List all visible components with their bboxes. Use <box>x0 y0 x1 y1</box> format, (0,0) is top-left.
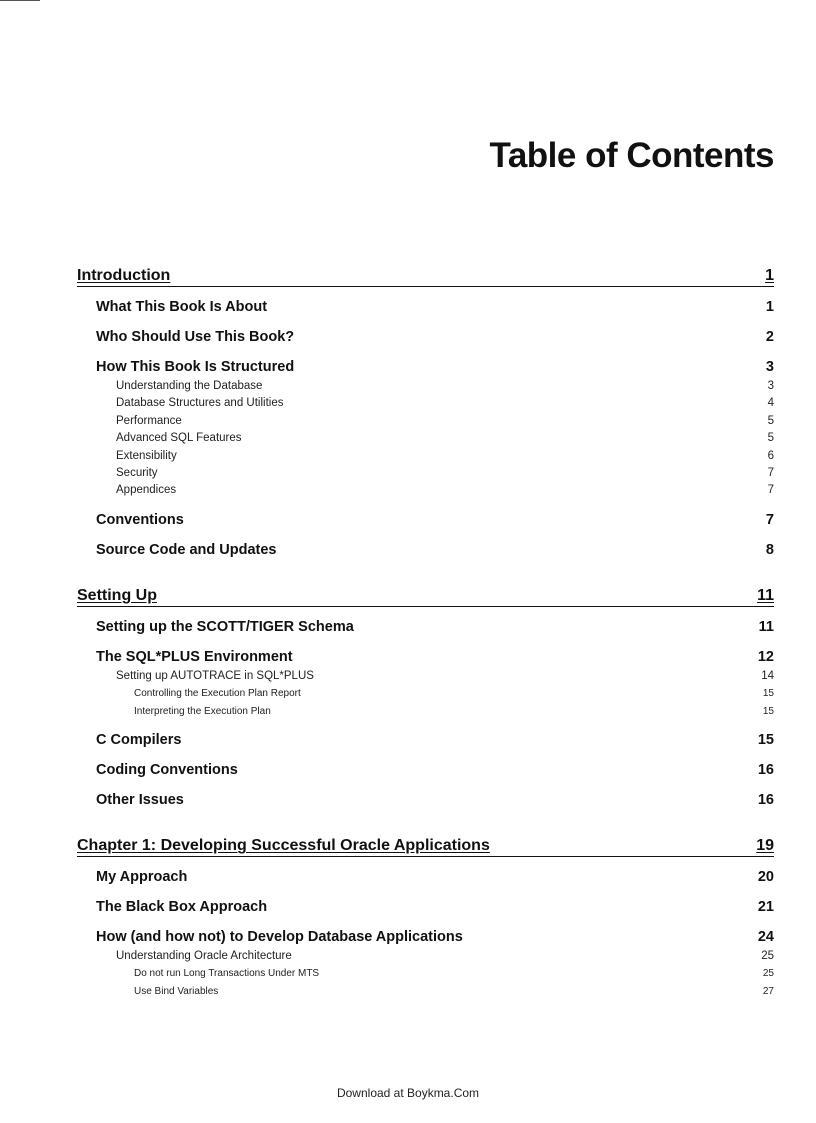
footer-note: Download at Boykma.Com <box>336 1086 480 1100</box>
toc-section <box>77 731 774 750</box>
toc-section <box>77 511 774 530</box>
section-page-number: 24 <box>757 929 774 946</box>
subsection-entry[interactable] <box>77 413 774 430</box>
subsubsection-title: Controlling the Execution Plan Report <box>134 688 301 700</box>
toc-section <box>77 298 774 317</box>
subsubsection-title: Interpreting the Execution Plan <box>134 705 271 717</box>
subsection-title: Extensibility <box>116 449 177 462</box>
toc-section <box>77 328 774 347</box>
section-page-number: 20 <box>757 869 774 886</box>
toc-section <box>77 648 774 720</box>
section-entry[interactable] <box>77 511 774 530</box>
section-page-number: 7 <box>765 511 774 528</box>
section-entry[interactable] <box>77 731 774 750</box>
section-title: Coding Conventions <box>96 762 238 779</box>
section-page-number: 2 <box>765 329 774 345</box>
subsection-page-number: 6 <box>767 449 774 462</box>
subsubsection-entry[interactable] <box>77 983 774 1000</box>
subsubsection-page-number: 15 <box>762 705 774 717</box>
section-title: Who Should Use This Book? <box>96 329 295 345</box>
section-page-number: 1 <box>765 299 774 315</box>
subsubsection-title: Use Bind Variables <box>134 985 219 997</box>
toc-chapter <box>77 586 774 810</box>
section-page-number: 3 <box>765 359 774 375</box>
subsubsection-entry[interactable] <box>77 965 774 982</box>
section-title: Conventions <box>96 511 184 528</box>
page-title: Table of Contents <box>489 136 774 175</box>
section-entry[interactable] <box>77 868 774 887</box>
section-entry[interactable] <box>77 298 774 317</box>
section-page-number: 16 <box>757 792 774 809</box>
subsection-list <box>77 948 774 1000</box>
section-entry[interactable] <box>77 928 774 947</box>
subsection-entry[interactable] <box>77 378 774 395</box>
subsection-entry[interactable] <box>77 395 774 412</box>
subsubsection-page-number: 25 <box>762 968 774 980</box>
chapter-page-number: 1 <box>765 267 774 284</box>
chapter-entry[interactable] <box>77 836 774 857</box>
section-title: My Approach <box>96 869 188 886</box>
section-entry[interactable] <box>77 648 774 667</box>
subsubsection-page-number: 15 <box>762 688 774 700</box>
section-title: Setting up the SCOTT/TIGER Schema <box>96 618 354 635</box>
section-page-number: 21 <box>757 899 774 916</box>
section-entry[interactable] <box>77 358 774 377</box>
section-title: How (and how not) to Develop Database Applications <box>96 929 463 946</box>
section-page-number: 12 <box>757 648 774 665</box>
section-title: Source Code and Updates <box>96 541 277 558</box>
subsection-entry[interactable] <box>77 948 774 965</box>
subsection-list <box>77 378 774 500</box>
toc-section <box>77 898 774 917</box>
section-title: The SQL*PLUS Environment <box>96 648 293 665</box>
chapter-page-number: 19 <box>756 837 774 855</box>
section-page-number: 11 <box>758 618 774 635</box>
chapter-entry[interactable] <box>77 266 774 287</box>
subsection-title: Advanced SQL Features <box>116 432 242 445</box>
chapter-title: Introduction <box>77 267 171 284</box>
toc-section <box>77 928 774 1000</box>
chapter-entry[interactable] <box>77 586 774 607</box>
subsection-entry[interactable] <box>77 465 774 482</box>
subsection-entry[interactable] <box>77 668 774 685</box>
subsection-title: Setting up AUTOTRACE in SQL*PLUS <box>116 669 314 682</box>
subsection-entry[interactable] <box>77 482 774 499</box>
toc-section <box>77 541 774 560</box>
section-entry[interactable] <box>77 541 774 560</box>
toc-section <box>77 791 774 810</box>
subsubsection-entry[interactable] <box>77 703 774 720</box>
subsection-title: Security <box>116 467 158 480</box>
subsection-entry[interactable] <box>77 430 774 447</box>
toc-section <box>77 358 774 500</box>
subsection-list <box>77 668 774 720</box>
section-title: What This Book Is About <box>96 299 268 315</box>
subsection-entry[interactable] <box>77 448 774 465</box>
subsection-title: Database Structures and Utilities <box>116 397 284 410</box>
chapter-title: Chapter 1: Developing Successful Oracle Applications <box>77 837 490 855</box>
section-page-number: 15 <box>757 732 774 749</box>
subsubsection-page-number: 27 <box>762 985 774 997</box>
subsection-page-number: 5 <box>767 432 774 445</box>
subsection-page-number: 4 <box>767 397 774 410</box>
section-entry[interactable] <box>77 791 774 810</box>
section-entry[interactable] <box>77 618 774 637</box>
chapter-page-number: 11 <box>757 586 774 604</box>
subsection-page-number: 3 <box>767 380 774 392</box>
section-page-number: 8 <box>765 541 774 558</box>
table-of-contents <box>77 266 774 1026</box>
section-title: Other Issues <box>96 792 184 809</box>
section-entry[interactable] <box>77 328 774 347</box>
subsection-page-number: 5 <box>767 414 774 427</box>
toc-chapter <box>77 266 774 560</box>
subsection-page-number: 14 <box>761 669 774 682</box>
subsection-title: Appendices <box>116 484 177 497</box>
toc-section <box>77 761 774 780</box>
subsubsection-entry[interactable] <box>77 685 774 702</box>
subsection-page-number: 7 <box>767 484 774 497</box>
section-title: The Black Box Approach <box>96 899 268 916</box>
toc-chapter <box>77 836 774 1000</box>
subsection-title: Understanding the Database <box>116 380 263 392</box>
section-title: How This Book Is Structured <box>96 359 295 375</box>
subsubsection-title: Do not run Long Transactions Under MTS <box>134 968 320 980</box>
toc-section <box>77 618 774 637</box>
section-title: C Compilers <box>96 732 182 749</box>
subsection-title: Understanding Oracle Architecture <box>116 950 292 963</box>
chapter-title: Setting Up <box>77 586 157 604</box>
corner-crop-mark <box>0 0 40 1</box>
section-entry[interactable] <box>77 761 774 780</box>
subsection-title: Performance <box>116 414 182 427</box>
subsection-page-number: 7 <box>767 467 774 480</box>
section-entry[interactable] <box>77 898 774 917</box>
toc-section <box>77 868 774 887</box>
subsection-page-number: 25 <box>761 950 774 963</box>
section-page-number: 16 <box>757 762 774 779</box>
